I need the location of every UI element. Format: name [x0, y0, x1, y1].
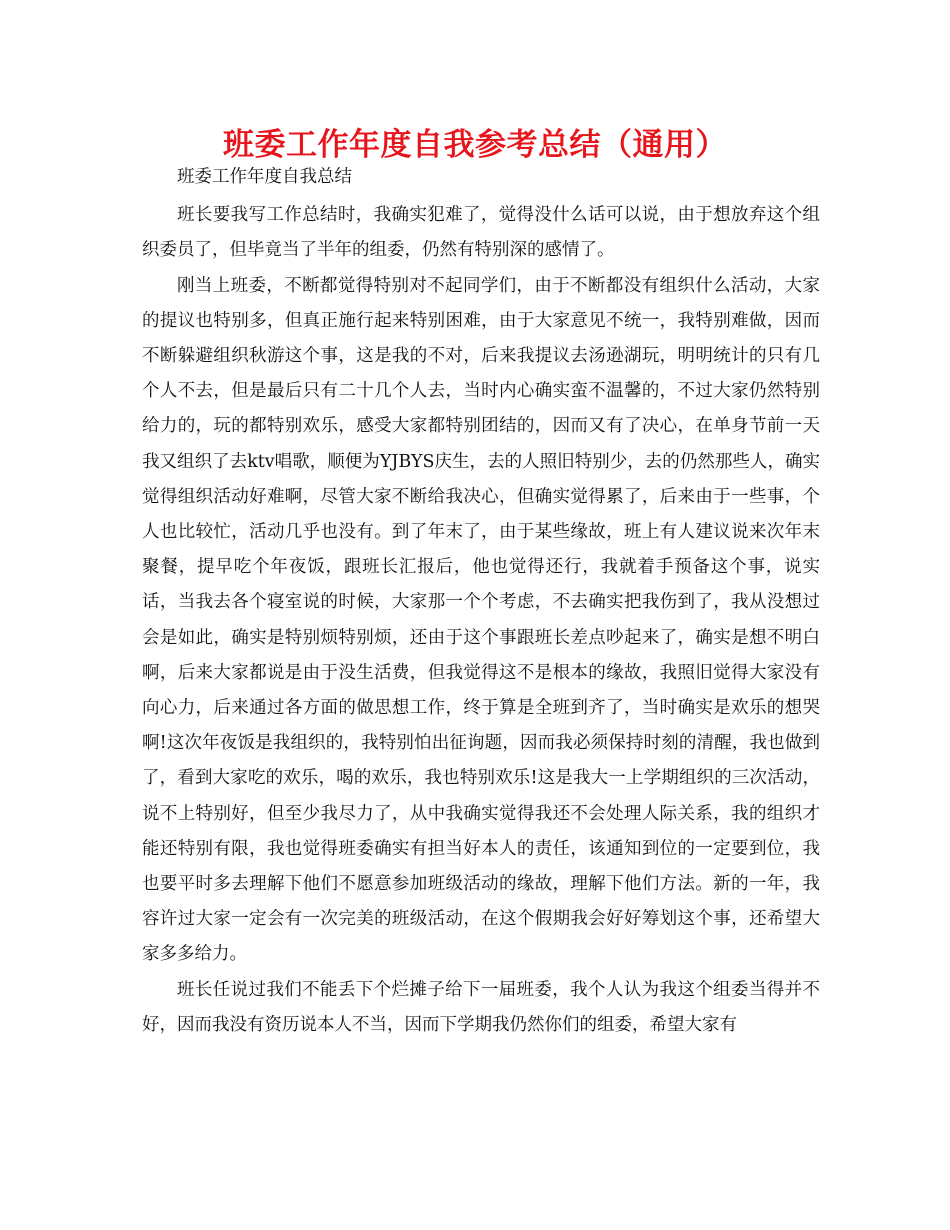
subtitle-paragraph: 班委工作年度自我总结: [177, 167, 352, 187]
body-paragraph: 班长要我写工作总结时，我确实犯难了，觉得没什么话可以说，由于想放弃这个组织委员了，但毕竟当了半年的组委，仍然有特别深的感情了。: [142, 205, 820, 261]
document-title: 班委工作年度自我参考总结（通用）: [223, 127, 727, 163]
body-paragraph: 刚当上班委，不断都觉得特别对不起同学们，由于不断都没有组织什么活动，大家的提议也特别多，但真正施行起来特别困难，由于大家意见不统一，我特别难做，因而不断躲避组织秋游这个事，这是我的不对，后来我提议去汤逊湖玩，明明统计的只有几个人不去，但是最后只有二十几个人去，当时内心确实蛮不温馨的，不过大家仍然特别给力的，玩的都特别欢乐，感受大家都特别团结的，因而又有了决心，在单身节前一天我又组织了去ktv唱歌，顺便为YJBYS庆生，去的人照旧特别少，去的仍然那些人，确实觉得组织活动好难啊，尽管大家不断给我决心，但确实觉得累了，后来由于一些事，个人也比较忙，活动几乎也没有。到了年末了，由于某些缘故，班上有人建议说来次年末聚餐，提早吃个年夜饭，跟班长汇报后，他也觉得还行，我就着手预备这个事，说实话，当我去各个寝室说的时候，大家那一个个考虑，不去确实把我伤到了，我从没想过会是如此，确实是特别烦特别烦，还由于这个事跟班长差点吵起来了，确实是想不明白啊，后来大家都说是由于没生活费，但我觉得这不是根本的缘故，我照旧觉得大家没有向心力，后来通过各方面的做思想工作，终于算是全班到齐了，当时确实是欢乐的想哭啊!这次年夜饭是我组织的，我特别怕出征询题，因而我必须保持时刻的清醒，我也做到了，看到大家吃的欢乐，喝的欢乐，我也特别欢乐!这是我大一上学期组织的三次活动，说不上特别好，但至少我尽力了，从中我确实觉得我还不会处理人际关系，我的组织才能还特别有限，我也觉得班委确实有担当好本人的责任，该通知到位的一定要到位，我也要平时多去理解下他们不愿意参加班级活动的缘故，理解下他们方法。新的一年，我容许过大家一定会有一次完美的班级活动，在这个假期我会好好筹划这个事，还希望大家多多给力。: [142, 275, 820, 965]
body-paragraph: 班长任说过我们不能丢下个烂摊子给下一届班委，我个人认为我这个组委当得并不好，因而我没有资历说本人不当，因而下学期我仍然你们的组委，希望大家有: [142, 979, 820, 1035]
document-body: [142, 160, 820, 1043]
